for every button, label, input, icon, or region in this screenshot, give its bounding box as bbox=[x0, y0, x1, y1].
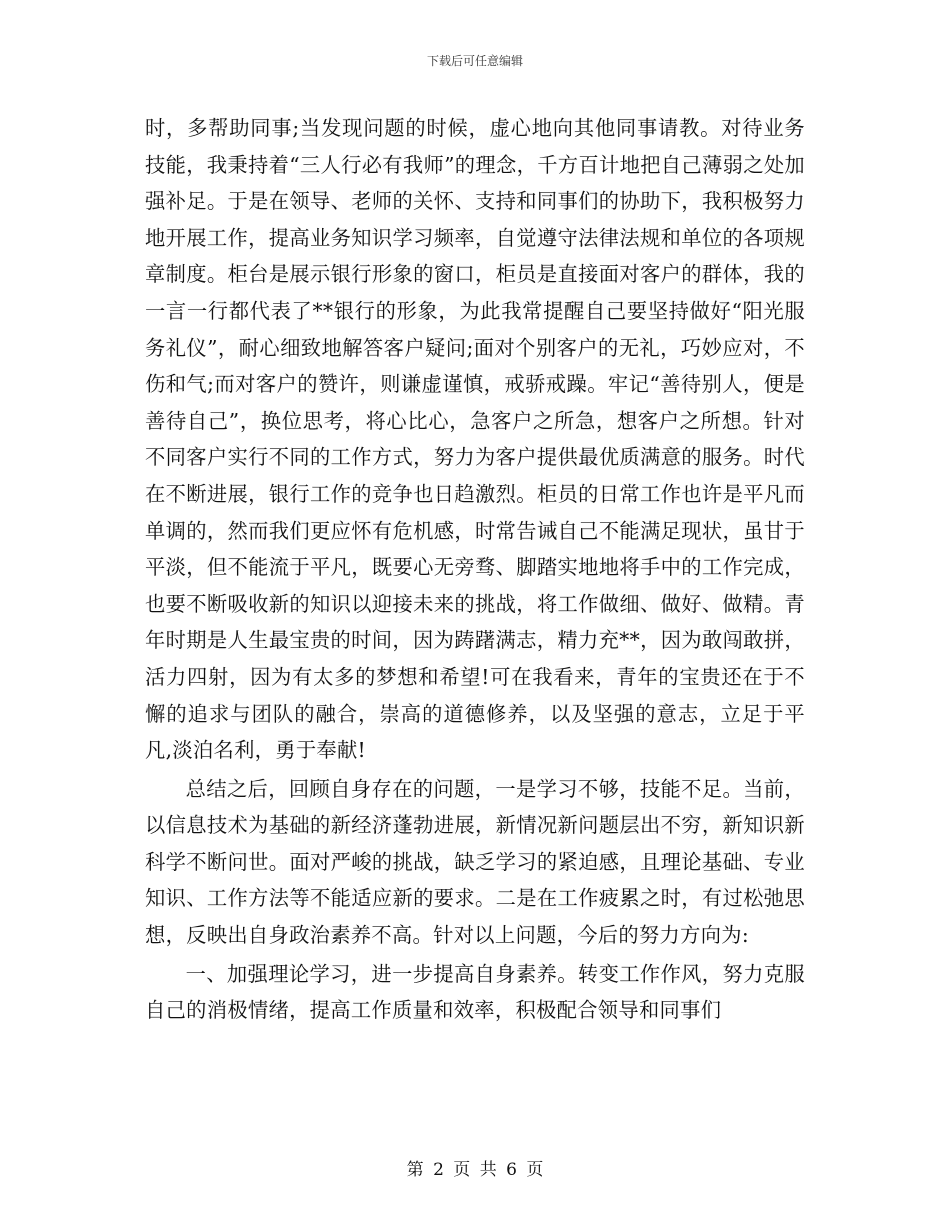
paragraph-improvement-one: 一、加强理论学习，进一步提高自身素养。转变工作作风，努力克服自己的消极情绪，提高工作质量和效率，积极配合领导和同事们 bbox=[145, 961, 805, 1023]
document-body bbox=[145, 110, 805, 1029]
page-number-footer: 第 2 页 共 6 页 bbox=[406, 1160, 544, 1180]
paragraph-summary-problems: 总结之后，回顾自身存在的问题，一是学习不够，技能不足。当前，以信息技术为基础的新经济蓬勃进展，新情况新问题层出不穷，新知识新科学不断问世。面对严峻的挑战，缺乏学习的紧迫感，且理论基础、专业知识、工作方法等不能适应新的要求。二是在工作疲累之时，有过松弛思想，反映出自身政治素养不高。针对以上问题，今后的努力方向为: bbox=[145, 776, 805, 948]
page-header-note: 下载后可任意编辑 bbox=[426, 54, 523, 68]
paragraph-continued: 时，多帮助同事;当发现问题的时候，虚心地向其他同事请教。对待业务技能，我秉持着“三人行必有我师”的理念，千方百计地把自己薄弱之处加强补足。于是在领导、老师的关怀、支持和同事们的协助下，我积极努力地开展工作，提高业务知识学习频率，自觉遵守法律法规和单位的各项规章制度。柜台是展示银行形象的窗口，柜员是直接面对客户的群体，我的一言一行都代表了**银行的形象，为此我常提醒自己要坚持做好“阳光服务礼仪”，耐心细致地解答客户疑问;面对个别客户的无礼，巧妙应对，不伤和气;而对客户的赞许，则谦虚谨慎，戒骄戒躁。牢记“善待别人，便是善待自己”，换位思考，将心比心，急客户之所急，想客户之所想。针对不同客户实行不同的工作方式，努力为客户提供最优质满意的服务。时代在不断进展，银行工作的竞争也日趋激烈。柜员的日常工作也许是平凡而单调的，然而我们更应怀有危机感，时常告诫自己不能满足现状，虽甘于平淡，但不能流于平凡，既要心无旁骛、脚踏实地地将手中的工作完成，也要不断吸收新的知识以迎接未来的挑战，将工作做细、做好、做精。青年时期是人生最宝贵的时间，因为踌躇满志，精力充**，因为敢闯敢拼，活力四射，因为有太多的梦想和希望!可在我看来，青年的宝贵还在于不懈的追求与团队的融合，崇高的道德修养，以及坚强的意志，立足于平凡,淡泊名利，勇于奉献! bbox=[145, 116, 805, 763]
